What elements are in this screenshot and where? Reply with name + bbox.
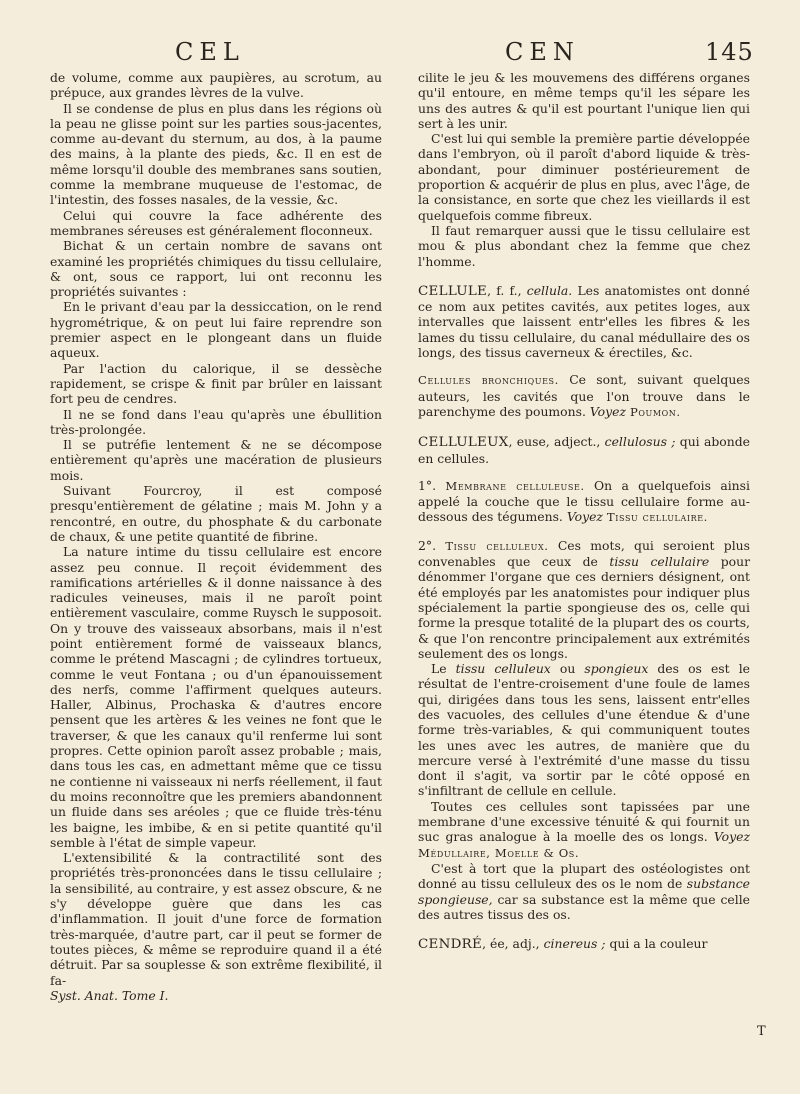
paragraph: Celui qui couvre la face adhérente des membranes séreuses est généralement floconneux. xyxy=(50,207,382,238)
italic-term: substance spongieuse, xyxy=(418,876,750,907)
paragraph: L'extensibilité & la contractilité sont des propriétés très-prononcées dans le tissu cellulaire ; la sensibilité, au contraire, y est assez obscure, & ne s'y développe guère que dans les cas d'inflammation. Il jouit d'une force de formation très-marquée, d'autre part, car il peut se former de toutes pièces, & même se reproduire quand il a été détruit. Par sa souplesse & son extrême flexibilité, il fa- xyxy=(50,850,382,988)
definition: qui a la couleur xyxy=(605,936,708,952)
headword: CENDRÉ xyxy=(418,937,483,953)
text-run: ou xyxy=(550,661,585,677)
entry-cendre xyxy=(418,936,750,952)
paragraph: Suivant Fourcroy, il est composé presqu'entièrement de gélatine ; mais M. John y a rencontré, en outre, du phosphate & du carbonate de chaux, & une petite quantité de fibrine. xyxy=(50,483,382,544)
definition: Ces mots, qui seroient plus convenables que ceux de xyxy=(418,537,750,570)
entry-cellule xyxy=(418,283,750,360)
headword: Tissu celluleux. xyxy=(445,538,549,553)
cross-reference: Poumon. xyxy=(629,404,681,419)
paragraph: C'est lui qui semble la première partie développée dans l'embryon, où il paroît d'abord liquide & très-abondant, pour diminuer postérieurement de proportion & acquérir de plus en plus, avec l'âge, de la consistance, en sorte que chez les vieillards il est quelquefois comme fibreux. xyxy=(418,131,750,223)
entry-tissu-celluleux xyxy=(418,538,750,661)
paragraph: Par l'action du calorique, il se dessèche rapidement, se crispe & finit par brûler en laissant fort peu de cendres. xyxy=(50,360,382,407)
italic-term: spongieux xyxy=(584,661,649,677)
paragraph: Il ne se fond dans l'eau qu'après une ébullition très-prolongée. xyxy=(50,406,382,437)
entry-cellules-bronchiques xyxy=(418,372,750,420)
paragraph: Il faut remarquer aussi que le tissu cellulaire est mou & plus abondant chez la femme que chez l'homme. xyxy=(418,222,750,269)
definition: Ce sont, suivant quelques auteurs, les cavités que l'on trouve dans le parenchyme des poumons. xyxy=(418,372,750,419)
text-run: Le xyxy=(431,661,456,677)
text-run: C'est à tort que la plupart des ostéologistes ont donné au tissu celluleux des os le nom de xyxy=(418,860,750,892)
headword: CELLULE xyxy=(418,283,488,299)
running-head-left: CEL xyxy=(175,38,245,66)
voyez: Voyez xyxy=(713,829,750,845)
footer-text: Syst. Anat. Tome I. xyxy=(50,987,169,1003)
text-run: car sa substance est la même que celle des autres tissus des os. xyxy=(418,891,750,922)
definition: pour dénommer l'organe que ces derniers désignent, ont été employés par les anatomistes pour indiquer plus spécialement la partie spongieuse des os, celle qui forme la presque totalité de la plupart des os courts, & que l'on rencontre principalement aux extrémités seulement des os longs. xyxy=(418,554,751,661)
cross-reference: Médullaire, Moelle & Os. xyxy=(418,845,580,860)
entry-number: 2°. xyxy=(418,537,437,553)
paragraph: cilite le jeu & les mouvemens des différens organes qu'il entoure, en même temps qu'il les sépare les uns des autres & qu'il est pourtant l'unique lien qui sert à les unir. xyxy=(418,70,750,131)
left-paragraphs xyxy=(50,70,382,988)
voyez: Voyez xyxy=(566,509,603,525)
paragraph xyxy=(418,799,750,861)
paragraph xyxy=(418,661,750,799)
paragraph xyxy=(418,861,750,922)
text-run: des os est le résultat de l'entre-croisement d'une foule de lames qui, dirigées dans tous les sens, laissent entr'elles des vacuoles, des cellules d'une étendue & d'une forme très-variables, & qui communiquent toutes les unes avec les autres, de manière que du mercure versé à l'extrémité d'une masse du tissu dont il s'agit, va sortir par le côté opposé en s'infiltrant de cellule en cellule. xyxy=(418,661,750,799)
paragraph: Il se condense de plus en plus dans les régions où la peau ne glisse point sur les parties sous-jacentes, comme au-devant du sternum, au dos, à la paume des mains, à la plante des pieds, &c. Il en est de même lorsqu'il double des membranes sans soutien, comme la membrane muqueuse de l'estomac, de l'intestin, des fosses nasales, de la vessie, &c. xyxy=(50,100,382,208)
paragraph: En le privant d'eau par la dessiccation, on le rend hygrométrique, & on peut lui faire reprendre son premier aspect en le plongeant dans un fluide aqueux. xyxy=(50,299,382,361)
footer-signature-line xyxy=(50,988,382,1003)
page-number: 145 xyxy=(705,38,754,66)
paragraph: La nature intime du tissu cellulaire est encore assez peu connue. Il reçoit évidemment des ramifications artérielles & il donne naissance à des radicules veineuses, mais il ne paroît point entièrement vasculaire, comme Ruysch le supposoit. On y trouve des vaisseaux absorbans, mais il n'est point entièrement formé de vaisseaux blancs, comme le prétend Mascagni ; de cylindres tortueux, comme le veut Fontana ; ou d'un épanouissement des nerfs, comme l'affirment quelques auteurs. Haller, Albinus, Prochaska & d'autres encore pensent que les artères & les veines ne font que le traverser, & que les canaux qu'il renferme lui sont propres. Cette opinion paroît assez probable ; mais, dans tous les cas, en admettant même que ce tissu ne contienne ni vaisseaux ni nerfs réellement, il faut du moins reconnoître que les premiers abandonnent un fluide dans ses aréoles ; que ce fluide très-ténu les baigne, les imbibe, & en si petite quantité qu'il semble à l'état de simple vapeur. xyxy=(50,544,382,850)
right-column xyxy=(418,70,750,952)
latin-term: cinereus ; xyxy=(543,936,606,952)
running-head-right: CEN xyxy=(505,38,580,66)
entry-number: 1°. xyxy=(418,477,437,493)
headword: Membrane celluleuse. xyxy=(445,478,585,493)
definition: qui abonde en cellules. xyxy=(418,434,750,466)
italic-term: tissu cellulaire xyxy=(609,554,710,570)
definition: Les anatomistes ont donné ce nom aux petites cavités, aux petites loges, aux intervalles que laissent entr'elles les fibres & les lames du tissu cellulaire, du canal médullaire des os longs, des tissus caverneux & érectiles, &c. xyxy=(418,282,750,361)
headword: Cellules bronchiques. xyxy=(418,373,559,388)
text-run: Toutes ces cellules sont tapissées par une membrane d'une excessive ténuité & qui fournit un suc gras analogue à la moelle des os longs. xyxy=(418,798,750,845)
signature-mark: T xyxy=(757,1024,766,1039)
paragraph: Bichat & un certain nombre de savans ont examiné les propriétés chimiques du tissu cellulaire, & ont, sous ce rapport, lui ont reconnu les propriétés suivantes : xyxy=(50,238,382,300)
definition: On a quelquefois ainsi appelé la couche que le tissu cellulaire forme au-dessous des tégumens. xyxy=(418,477,750,525)
paragraph: Il se putréfie lentement & ne se décompose entièrement qu'après une macération de plusieurs mois. xyxy=(50,437,382,483)
headword: CELLULEUX xyxy=(418,435,509,451)
grammar: , ée, adj., xyxy=(482,936,540,952)
grammar: , euse, adject., xyxy=(508,434,601,450)
cross-reference: Tissu cellulaire. xyxy=(606,510,708,525)
latin-term: cellula. xyxy=(526,282,573,298)
italic-term: tissu celluleux xyxy=(455,661,551,677)
entry-membrane-celluleuse xyxy=(418,478,750,526)
grammar: , f. f., xyxy=(487,282,522,298)
entry-celluleux xyxy=(418,434,750,466)
paragraph: de volume, comme aux paupières, au scrotum, au prépuce, aux grandes lèvres de la vulve. xyxy=(50,70,382,101)
left-column xyxy=(50,70,382,1003)
latin-term: cellulosus ; xyxy=(604,434,676,450)
voyez: Voyez xyxy=(589,403,626,419)
